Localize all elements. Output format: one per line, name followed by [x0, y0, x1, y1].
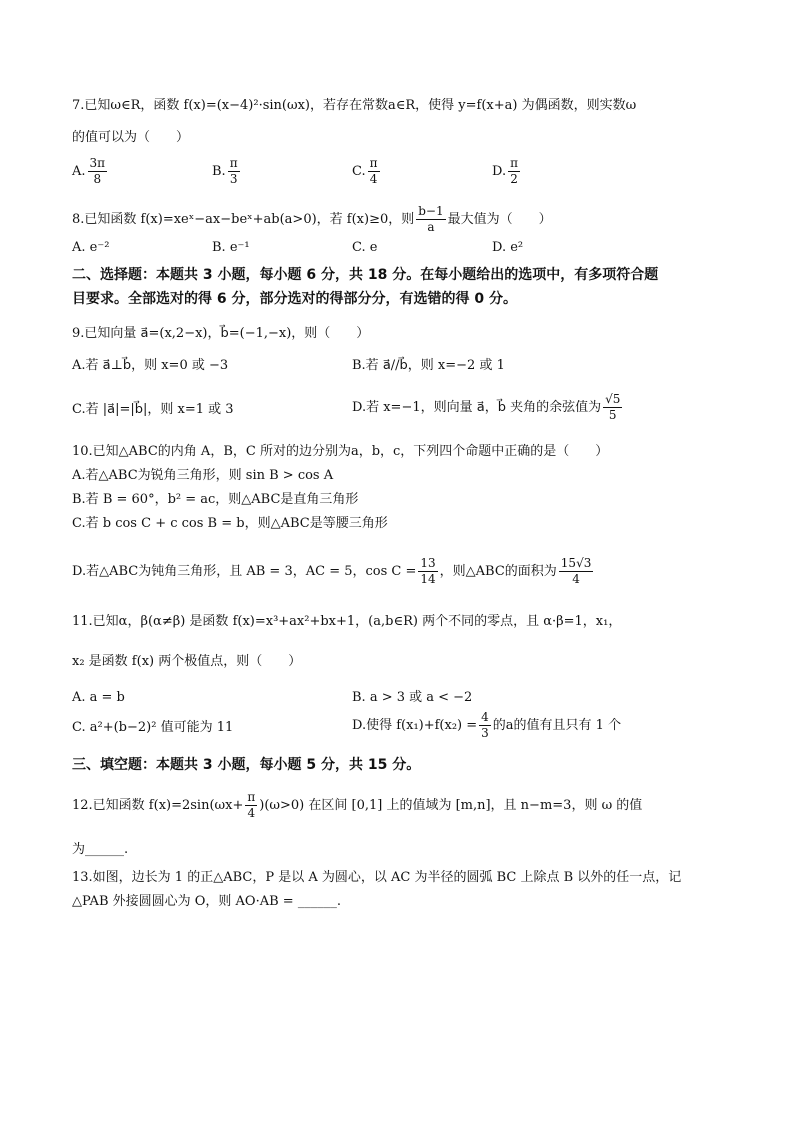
q13-stem: 13.如图，边长为 1 的正△ABC，P 是以 A 为圆心，以 AC 为半径的圆弧 BC 上除点 B 以外的任一点，记: [72, 870, 682, 885]
q11-option-c: C. a²+(b−2)² 值可能为 11: [72, 720, 234, 735]
q7-stem: 7.已知ω∈R，函数 f(x)=(x−4)²·sin(ωx)，若存在常数a∈R，使得 y=f(x+a) 为偶函数，则实数ω: [72, 98, 637, 113]
q10-option-a: A.若△ABC为锐角三角形，则 sin B > cos A: [72, 468, 334, 483]
q9-option-b: B.若 a⃗//b⃗，则 x=−2 或 1: [352, 358, 505, 373]
q9-stem: 9.已知向量 a⃗=(x,2−x)，b⃗=(−1,−x)，则（ ）: [72, 326, 370, 341]
q12-stem: 12.已知函数 f(x)=2sin(ωx+ $\frac{\pi}{4}$ )(ω>0) 在区间 [0,1] 上的值域为 [m,n]，且 n−m=3，则 ω 的值: [72, 790, 643, 820]
q11-stem-cont: x₂ 是函数 f(x) 两个极值点，则（ ）: [72, 654, 302, 669]
q9-option-c: C.若 |a⃗|=|b⃗|，则 x=1 或 3: [72, 402, 234, 417]
q10-stem: 10.已知△ABC的内角 A，B，C 所对的边分别为a，b，c，下列四个命题中正确的是（ ）: [72, 444, 609, 459]
q8-option-d: D. e²: [492, 240, 524, 255]
section-3-heading: 三、填空题：本题共 3 小题，每小题 5 分，共 15 分。: [72, 757, 421, 773]
q9-option-d: D.若 x=−1，则向量 a⃗，b⃗ 夹角的余弦值为 $\frac{√5}{5}$: [352, 392, 621, 422]
q10-option-d: D.若△ABC为钝角三角形，且 AB = 3，AC = 5，cos C = $\frac{13}{14}$ ，则△ABC的面积为 $\frac{15√3}{4}$: [72, 556, 592, 586]
q8-option-c: C. e: [352, 240, 378, 255]
q8-option-a: A. e⁻²: [72, 240, 110, 255]
section-2-heading: 二、选择题：本题共 3 小题，每小题 6 分，共 18 分。在每小题给出的选项中，有多项符合题: [72, 267, 659, 283]
q8-stem: 8.已知函数 f(x)=xeˣ−ax−beˣ+ab(a>0)，若 f(x)≥0，则 $\frac{b-1}{a}$ 最大值为（ ）: [72, 204, 552, 234]
q11-stem: 11.已知α，β(α≠β) 是函数 f(x)=x³+ax²+bx+1，(a,b∈R) 两个不同的零点，且 α·β=1，x₁，: [72, 614, 622, 629]
section-2-heading-cont: 目要求。全部选对的得 6 分，部分选对的得部分分，有选错的得 0 分。: [72, 291, 517, 307]
q12-answer-blank: 为______.: [72, 842, 129, 857]
q11-option-d: D.使得 f(x₁)+f(x₂) = $\frac{4}{3}$ 的a的值有且只有 1 个: [352, 710, 622, 740]
q7-stem-cont: 的值可以为（ ）: [72, 130, 190, 145]
q11-option-a: A. a = b: [72, 690, 125, 705]
q10-option-b: B.若 B = 60°，b² = ac，则△ABC是直角三角形: [72, 492, 359, 507]
q11-option-b: B. a > 3 或 a < −2: [352, 690, 473, 705]
q7-option-a: A. $\frac{3\pi}{8}$: [72, 156, 106, 186]
q7-option-b: B. $\frac{\pi}{3}$: [212, 156, 238, 186]
q7-option-c: C. $\frac{\pi}{4}$: [352, 156, 378, 186]
q8-option-b: B. e⁻¹: [212, 240, 250, 255]
q13-stem-cont: △PAB 外接圆圆心为 O，则 AO·AB = ______.: [72, 894, 341, 909]
q10-option-c: C.若 b cos C + c cos B = b，则△ABC是等腰三角形: [72, 516, 388, 531]
q9-option-a: A.若 a⃗⊥b⃗，则 x=0 或 −3: [72, 358, 229, 373]
q7-option-d: D. $\frac{\pi}{2}$: [492, 156, 518, 186]
